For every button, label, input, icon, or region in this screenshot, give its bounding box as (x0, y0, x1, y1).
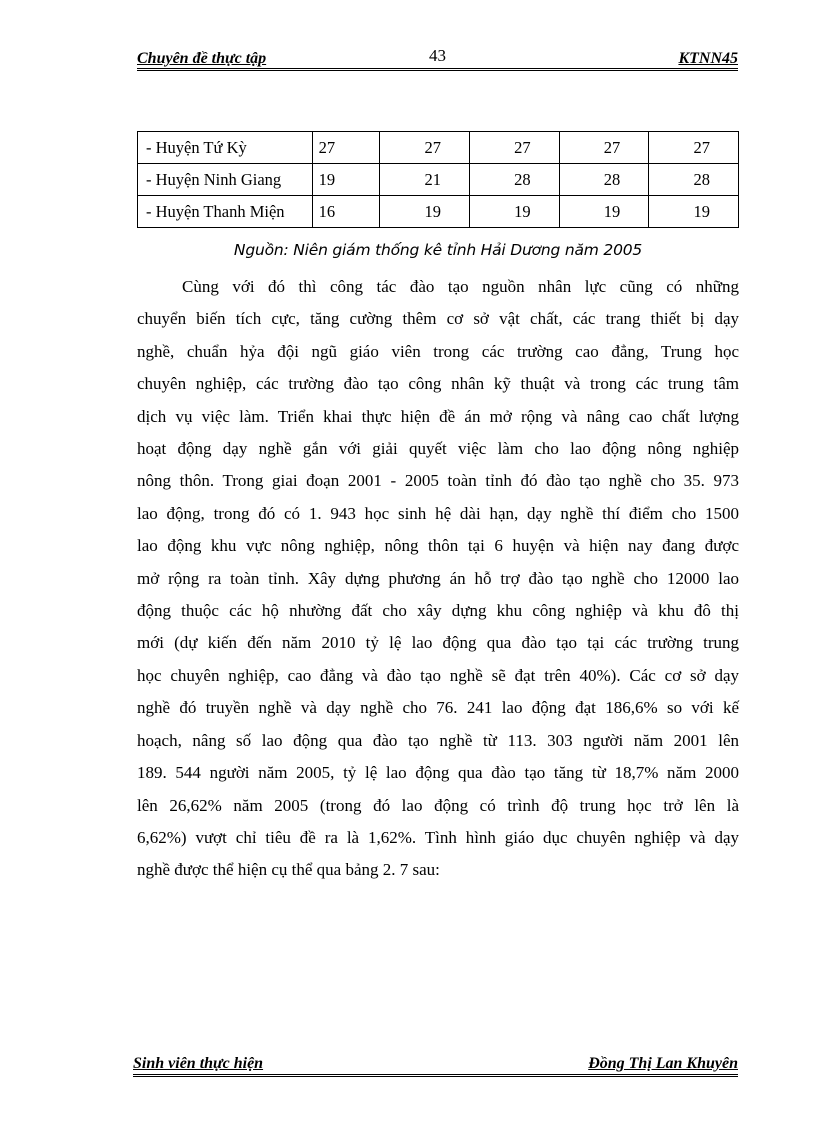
header-title: Chuyên đề thực tập (137, 50, 267, 67)
row-label: - Huyện Ninh Giang (138, 164, 313, 196)
district-table (137, 131, 739, 228)
body-paragraph (137, 271, 739, 887)
paragraph-line: chuyên nghiệp, các trường đào tạo công nhân kỹ thuật và trong các trung tâm (137, 374, 739, 394)
paragraph-line: 189. 544 người năm 2005, tỷ lệ lao động qua đào tạo tăng từ 18,7% năm 2000 (137, 763, 739, 783)
paragraph-line: nghề, chuẩn hỷa đội ngũ giáo viên trong các trường cao đẳng, Trung học (137, 341, 739, 361)
table-row (138, 196, 739, 228)
table-cell: 19 (559, 196, 649, 228)
table-cell: 28 (469, 164, 559, 196)
paragraph-line: lao động khu vực nông nghiệp, nông thôn tại 6 huyện và hiện nay đang được (137, 536, 739, 556)
table-cell: 27 (380, 132, 470, 164)
table-cell: 28 (559, 164, 649, 196)
footer-label: Sinh viên thực hiện (133, 1055, 264, 1072)
paragraph-line: Cùng với đó thì công tác đào tạo nguồn nhân lực cũng có những (182, 277, 739, 296)
paragraph-line: động thuộc các hộ nhường đất cho xây dựng khu công nghiệp và khu đô thị (137, 601, 739, 621)
footer-divider (133, 1074, 738, 1077)
table-cell: 27 (559, 132, 649, 164)
paragraph-line: nghề được thể hiện cụ thể qua bảng 2. 7 sau: (137, 860, 440, 880)
table-cell: 19 (380, 196, 470, 228)
header-code: KTNN45 (678, 50, 738, 67)
paragraph-line: lao động, trong đó có 1. 943 học sinh hệ dài hạn, dạy nghề thí điểm cho 1500 (137, 503, 739, 523)
paragraph-line: hoạt động dạy nghề gắn với giải quyết việc làm cho lao động nông nghiệp (137, 439, 739, 459)
paragraph-line: mới (dự kiến đến năm 2010 tỷ lệ lao động qua đào tạo tại các trường trung (137, 633, 739, 653)
header-divider (137, 68, 738, 71)
table-row (138, 164, 739, 196)
table-cell: 27 (312, 132, 380, 164)
table-cell: 21 (380, 164, 470, 196)
table-cell: 19 (312, 164, 380, 196)
table-source: Nguồn: Niên giám thống kê tỉnh Hải Dương năm 2005 (233, 241, 643, 259)
table-cell: 28 (649, 164, 739, 196)
paragraph-line: dịch vụ việc làm. Triển khai thực hiện đề án mở rộng và nâng cao chất lượng (137, 406, 739, 426)
table-cell: 27 (649, 132, 739, 164)
paragraph-line: học chuyên nghiệp, cao đẳng và đào tạo nghề sẽ đạt trên 40%). Các cơ sở dạy (137, 665, 739, 685)
paragraph-line: 6,62%) vượt chỉ tiêu đề ra là 1,62%. Tình hình giáo dục chuyên nghiệp và dạy (137, 827, 739, 847)
paragraph-line: nông thôn. Trong giai đoạn 2001 - 2005 toàn tỉnh đó đào tạo nghề cho 35. 973 (137, 471, 739, 491)
table-cell: 19 (469, 196, 559, 228)
footer-author: Đồng Thị Lan Khuyên (588, 1055, 738, 1072)
table-cell: 19 (649, 196, 739, 228)
paragraph-line: chuyển biến tích cực, tăng cường thêm cơ sở vật chất, các trang thiết bị dạy (137, 309, 739, 329)
row-label: - Huyện Thanh Miện (138, 196, 313, 228)
table-row (138, 132, 739, 164)
paragraph-line: lên 26,62% năm 2005 (trong đó lao động có trình độ trung học trở lên là (137, 795, 739, 815)
table-cell: 16 (312, 196, 380, 228)
table-cell: 27 (469, 132, 559, 164)
paragraph-line: mở rộng ra toàn tỉnh. Xây dựng phương án hỗ trợ đào tạo nghề cho 12000 lao (137, 568, 739, 588)
paragraph-line: nghề đó truyền nghề và dạy nghề cho 76. 241 lao động đạt 186,6% so với kế (137, 698, 739, 718)
page-number: 43 (429, 46, 446, 65)
paragraph-line: hoạch, nâng số lao động qua đào tạo nghề từ 113. 303 người năm 2001 lên (137, 730, 739, 750)
row-label: - Huyện Tứ Kỳ (138, 132, 313, 164)
